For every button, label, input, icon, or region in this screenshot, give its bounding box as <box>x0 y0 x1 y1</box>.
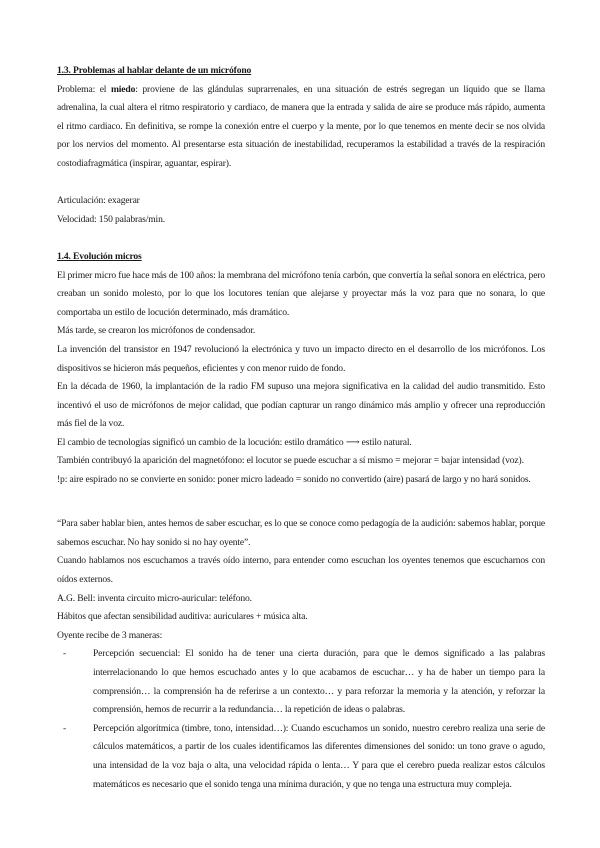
list-item-text: Percepción secuencial: El sonido ha de tener una cierta duración, para que le demos significado a las palabras interrelacionando lo que hemos escuchado antes y lo que acabamos de escuchar… y ha de haber un tiempo para la comprensión… la comprensión ha de referirse a un contexto… y para reforzar la memoria y la atención, y reforzar la comprensión, hemos de recurrir a la redundancia… la repetición de ideas o palabras. <box>93 648 545 716</box>
paragraph-habitos: Hábitos que afectan sensibilidad auditiva: auriculares + música alta. <box>57 611 308 623</box>
bold-miedo: miedo <box>110 83 136 95</box>
paragraph-miedo <box>57 81 545 174</box>
paragraph-bell: A.G. Bell: inventa circuito micro-auricular: teléfono. <box>57 592 252 604</box>
perception-list <box>57 645 545 794</box>
paragraph-miedo-rest: : proviene de las glándulas suprarrenales, en una situación de estrés segregan un líquido que se llama adrenalina, la cual altera el ritmo respiratorio y cardiaco, de manera que la entrada y salida de aire se produce más rápido, aumenta el ritmo cardiaco. En definitiva, se rompe la conexión entre el cuerpo y la mente, por lo que tenemos en mente decir se nos olvida por los nervios del momento. Al presentarse esta situación de inestabilidad, recuperamos la estabilidad a través de la respiración costodiafragmática (inspirar, aguantar, espirar). <box>57 83 545 169</box>
paragraph-cita-audicion: “Para saber hablar bien, antes hemos de saber escuchar, es lo que se conoce como pedagogía de la audición: sabemos hablar, porque sabemos escuchar. No hay sonido si no hay oyente”. <box>57 518 545 548</box>
line-articulacion: Articulación: exagerar <box>57 195 140 207</box>
paragraph-condensador: Más tarde, se crearon los micrófonos de condensador. <box>57 325 256 337</box>
list-dash: - <box>63 722 67 734</box>
line-velocidad: Velocidad: 150 palabras/min. <box>57 213 165 225</box>
paragraph-oyente: Oyente recibe de 3 maneras: <box>57 629 163 641</box>
list-item <box>57 645 545 719</box>
paragraph-transistor: La invención del transistor en 1947 revolucionó la electrónica y tuvo un impacto directo en el desarrollo de los micrófonos. Los dispositivos se hicieron más pequeños, eficientes y con menor ruido de fondo. <box>57 343 545 374</box>
section-heading-1-3: 1.3. Problemas al hablar delante de un micrófono <box>57 65 252 76</box>
paragraph-primer-micro: El primer micro fue hace más de 100 años: la membrana del micrófono tenía carbón, que convertía la señal sonora en eléctrica, pero creaban un sonido molesto, por lo que los locutores tenían que alejarse y proyectar más la voz para que no sonara, lo que comportaba un estilo de locución determinado, más dramático. <box>57 269 545 318</box>
paragraph-magnetofono: También contribuyó la aparición del magnetófono: el locutor se puede escuchar a sí mismo = mejorar = bajar intensidad (voz). <box>57 455 524 467</box>
spacer <box>57 174 545 193</box>
paragraph-oido-interno: Cuando hablamos nos escuchamos a través oído interno, para entender como escuchan los oyentes tenemos que escucharnos con oídos externos. <box>57 555 545 586</box>
spacer <box>57 490 545 509</box>
paragraph-miedo-lead: Problema: el <box>57 83 111 95</box>
document-page <box>57 62 545 794</box>
section-heading-1-4: 1.4. Evolución micros <box>57 250 142 262</box>
list-item-text: Percepción algorítmica (timbre, tono, intensidad…): Cuando escuchamos un sonido, nuestro cerebro realiza una serie de cálculos matemáticos, a partir de los cuales identificamos las diferentes dimensiones del sonido: un tono grave o agudo, una intensidad de la voz baja o alta, una velocidad rápida o lenta… Y para que el cerebro pueda realizar estos cálculos matemáticos es necesario que el sonido tenga una mínima duración, y que no tenga una estructura muy compleja. <box>93 722 545 790</box>
paragraph-aire-espirado: !p: aire espirado no se convierte en sonido: poner micro ladeado = sonido no convertido (aire) pasará de largo y no hará sonidos. <box>57 474 531 486</box>
spacer <box>57 229 545 248</box>
list-item <box>57 720 545 794</box>
spacer <box>57 508 545 515</box>
paragraph-cambio-tecnologias: El cambio de tecnologías significó un cambio de la locución: estilo dramático ⟶ estilo natural. <box>57 436 412 448</box>
list-dash: - <box>63 648 67 660</box>
paragraph-radio-fm: En la década de 1960, la implantación de la radio FM supuso una mejora significativa en la calidad del audio transmitido. Esto incentivó el uso de micrófonos de mejor calidad, que podían capturar un rango dinámico más amplio y ofrecer una reproducción más fiel de la voz. <box>57 381 545 430</box>
